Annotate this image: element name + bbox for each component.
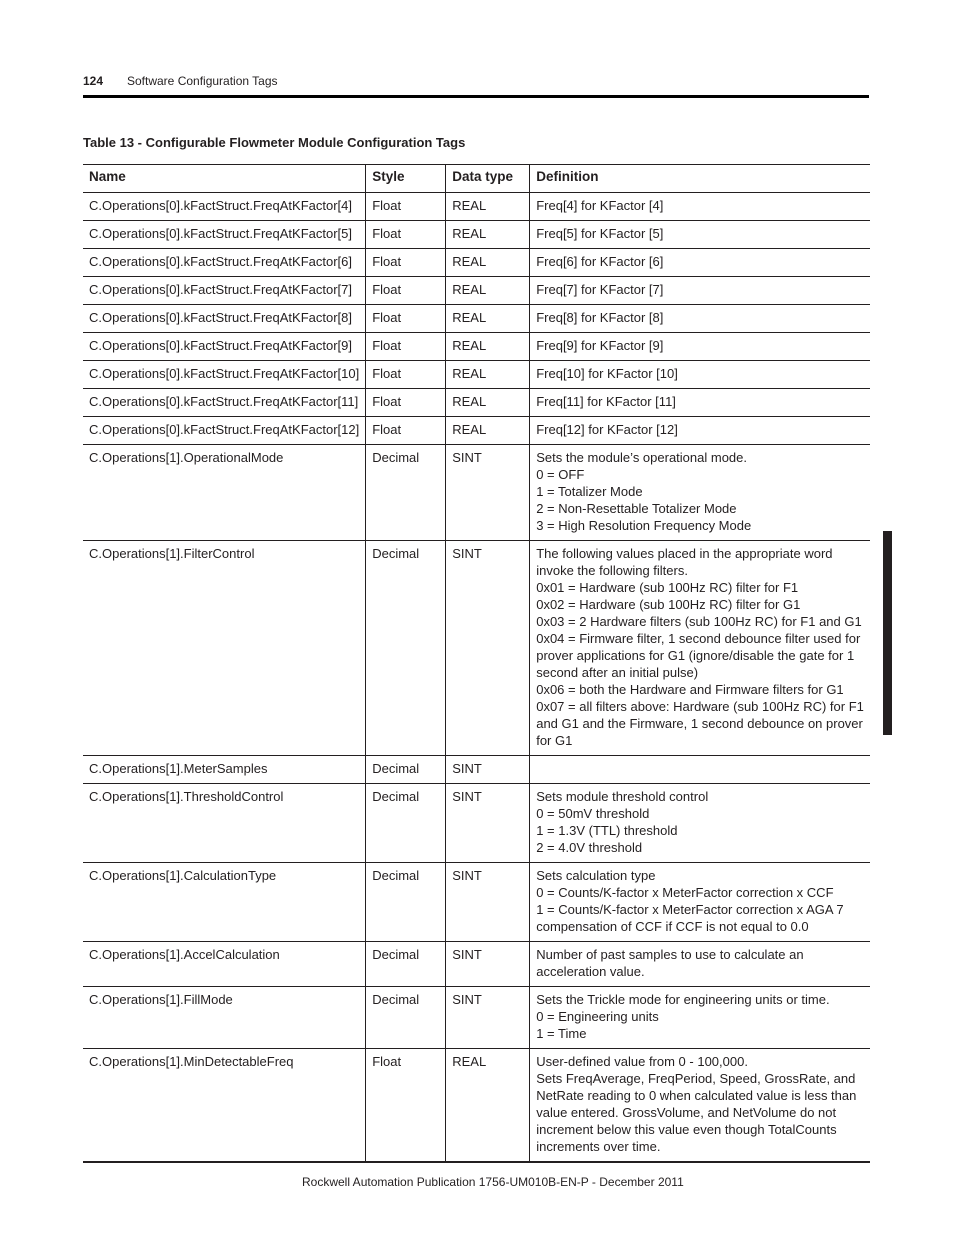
definition-line: Sets the Trickle mode for engineering units or time. [536,992,830,1007]
style-cell: Float [366,193,446,221]
name-cell: C.Operations[0].kFactStruct.FreqAtKFactor[6] [83,249,366,277]
definition-cell [530,249,870,277]
table-row [83,541,870,756]
definition-line: Sets module threshold control [536,789,709,804]
definition-cell [530,389,870,417]
definition-cell [530,1049,870,1163]
definition-line: Number of past samples to use to calculate an acceleration value. [536,947,804,979]
style-cell: Float [366,1049,446,1163]
definition-line: 3 = High Resolution Frequency Mode [536,518,752,533]
data-type-cell: SINT [446,784,530,863]
data-type-cell: REAL [446,361,530,389]
style-cell: Float [366,417,446,445]
name-cell: C.Operations[0].kFactStruct.FreqAtKFactor[4] [83,193,366,221]
table-row [83,756,870,784]
style-cell: Decimal [366,987,446,1049]
table-row [83,987,870,1049]
name-cell: C.Operations[1].FilterControl [83,541,366,756]
name-cell: C.Operations[1].MeterSamples [83,756,366,784]
definition-line: 1 = 1.3V (TTL) threshold [536,823,678,838]
definition-line: 0x01 = Hardware (sub 100Hz RC) filter for F1 [536,580,799,595]
style-cell: Float [366,249,446,277]
name-cell: C.Operations[1].OperationalMode [83,445,366,541]
style-cell: Decimal [366,445,446,541]
definition-line: User-defined value from 0 - 100,000. [536,1054,748,1069]
table-row [83,445,870,541]
definition-cell [530,305,870,333]
data-type-cell: REAL [446,221,530,249]
definition-line: Freq[10] for KFactor [10] [536,366,678,381]
table-row [83,1049,870,1163]
definition-line: 0x07 = all filters above: Hardware (sub 100Hz RC) for F1 and G1 and the Firmware, 1 second debounce on prover for G1 [536,699,864,748]
definition-line: 2 = 4.0V threshold [536,840,643,855]
table-row [83,277,870,305]
definition-line: 0x04 = Firmware filter, 1 second debounce filter used for prover applications for G1 (ignore/disable the gate for 1 second after an initial pulse) [536,631,861,680]
section-title: Software Configuration Tags [127,74,278,88]
definition-line: 0x02 = Hardware (sub 100Hz RC) filter for G1 [536,597,801,612]
definition-line: 0 = 50mV threshold [536,806,650,821]
data-type-cell: REAL [446,277,530,305]
table-row [83,863,870,942]
table-title: Table 13 - Configurable Flowmeter Module Configuration Tags [83,135,466,150]
definition-line: Freq[4] for KFactor [4] [536,198,664,213]
data-type-cell: SINT [446,756,530,784]
definition-cell [530,221,870,249]
column-header-style: Style [366,165,446,193]
table-row [83,942,870,987]
definition-line: The following values placed in the appropriate word invoke the following filters. [536,546,833,578]
definition-line: 0 = Engineering units [536,1009,659,1024]
column-header-definition: Definition [530,165,870,193]
table-row [83,417,870,445]
data-type-cell: REAL [446,389,530,417]
style-cell: Decimal [366,942,446,987]
definition-line: Freq[9] for KFactor [9] [536,338,664,353]
definition-line: 1 = Time [536,1026,587,1041]
definition-cell [530,333,870,361]
style-cell: Decimal [366,541,446,756]
definition-line: 1 = Counts/K-factor x MeterFactor correction x AGA 7 compensation of CCF if CCF is not equal to 0.0 [536,902,844,934]
style-cell: Decimal [366,756,446,784]
definition-cell [530,987,870,1049]
name-cell: C.Operations[0].kFactStruct.FreqAtKFactor[12] [83,417,366,445]
style-cell: Float [366,221,446,249]
column-header-data-type: Data type [446,165,530,193]
table-row [83,784,870,863]
config-tags-table [83,164,870,1163]
table-row [83,361,870,389]
data-type-cell: SINT [446,987,530,1049]
definition-cell [530,942,870,987]
definition-line: 2 = Non-Resettable Totalizer Mode [536,501,737,516]
data-type-cell: REAL [446,305,530,333]
definition-line: Freq[6] for KFactor [6] [536,254,664,269]
definition-line: Sets calculation type [536,868,656,883]
name-cell: C.Operations[0].kFactStruct.FreqAtKFactor[9] [83,333,366,361]
header-rule [83,95,869,98]
definition-line: 1 = Totalizer Mode [536,484,643,499]
definition-line: Freq[11] for KFactor [11] [536,394,676,409]
data-type-cell: SINT [446,863,530,942]
style-cell: Decimal [366,863,446,942]
name-cell: C.Operations[1].FillMode [83,987,366,1049]
definition-line: Sets the module’s operational mode. [536,450,747,465]
table-body [83,193,870,1163]
definition-line: Freq[5] for KFactor [5] [536,226,664,241]
data-type-cell: REAL [446,249,530,277]
definition-line: Freq[8] for KFactor [8] [536,310,664,325]
page-footer: Rockwell Automation Publication 1756-UM010B-EN-P - December 2011 [302,1175,684,1189]
data-type-cell: SINT [446,541,530,756]
style-cell: Float [366,361,446,389]
definition-cell [530,863,870,942]
data-type-cell: REAL [446,333,530,361]
table-row [83,333,870,361]
name-cell: C.Operations[1].AccelCalculation [83,942,366,987]
data-type-cell: REAL [446,417,530,445]
style-cell: Decimal [366,784,446,863]
data-type-cell: REAL [446,1049,530,1163]
table-row [83,221,870,249]
definition-cell [530,756,870,784]
definition-cell [530,445,870,541]
table-header-row [83,165,870,193]
definition-line: Sets FreqAverage, FreqPeriod, Speed, GrossRate, and NetRate reading to 0 when calculated value is less than value entered. GrossVolume, and NetVolume do not increment below this value even though TotalCounts increments over time. [536,1071,857,1154]
page-number: 124 [83,74,104,88]
style-cell: Float [366,389,446,417]
definition-cell [530,277,870,305]
definition-line: 0 = Counts/K-factor x MeterFactor correction x CCF [536,885,834,900]
style-cell: Float [366,305,446,333]
column-header-name: Name [83,165,366,193]
definition-line: 0x06 = both the Hardware and Firmware filters for G1 [536,682,844,697]
definition-cell [530,361,870,389]
definition-line: Freq[12] for KFactor [12] [536,422,678,437]
name-cell: C.Operations[1].ThresholdControl [83,784,366,863]
definition-line: 0x03 = 2 Hardware filters (sub 100Hz RC) for F1 and G1 [536,614,862,629]
table-row [83,305,870,333]
name-cell: C.Operations[0].kFactStruct.FreqAtKFactor[11] [83,389,366,417]
style-cell: Float [366,277,446,305]
definition-line: 0 = OFF [536,467,585,482]
style-cell: Float [366,333,446,361]
data-type-cell: SINT [446,445,530,541]
definition-line: Freq[7] for KFactor [7] [536,282,664,297]
name-cell: C.Operations[1].MinDetectableFreq [83,1049,366,1163]
definition-cell [530,784,870,863]
name-cell: C.Operations[0].kFactStruct.FreqAtKFactor[7] [83,277,366,305]
data-type-cell: SINT [446,942,530,987]
name-cell: C.Operations[0].kFactStruct.FreqAtKFactor[5] [83,221,366,249]
chapter-thumb-tab [883,531,892,735]
definition-cell [530,193,870,221]
name-cell: C.Operations[0].kFactStruct.FreqAtKFactor[10] [83,361,366,389]
name-cell: C.Operations[1].CalculationType [83,863,366,942]
definition-cell [530,541,870,756]
definition-cell [530,417,870,445]
table-row [83,389,870,417]
table-row [83,249,870,277]
data-type-cell: REAL [446,193,530,221]
table-row [83,193,870,221]
name-cell: C.Operations[0].kFactStruct.FreqAtKFactor[8] [83,305,366,333]
